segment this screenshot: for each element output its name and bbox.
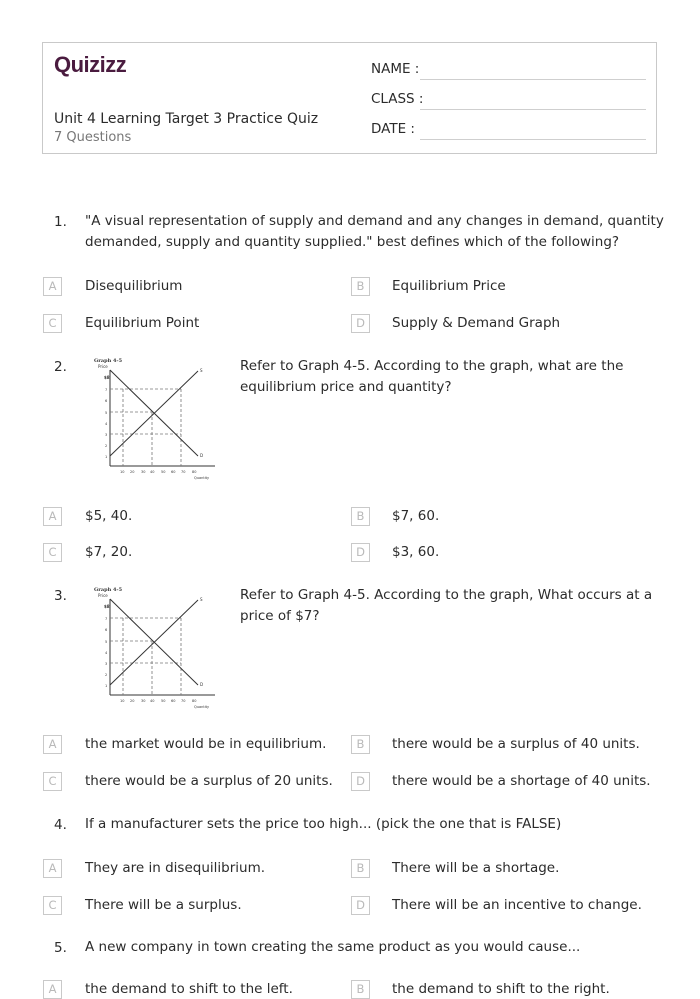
question-text-line: price of $7?: [240, 608, 320, 624]
svg-text:50: 50: [161, 470, 166, 474]
svg-text:4: 4: [105, 422, 108, 426]
option-d-box[interactable]: D: [351, 543, 370, 562]
question-number: 2.: [54, 359, 67, 375]
svg-text:5: 5: [105, 640, 108, 644]
svg-text:40: 40: [150, 470, 155, 474]
question-text-line: equilibrium price and quantity?: [240, 379, 452, 395]
svg-text:3: 3: [105, 662, 108, 666]
graph-xlabel: Quantity: [194, 705, 210, 709]
option-a-text: the market would be in equilibrium.: [85, 736, 327, 752]
option-b-box[interactable]: B: [351, 507, 370, 526]
option-c-text: $7, 20.: [85, 544, 133, 560]
svg-text:30: 30: [141, 699, 146, 703]
option-d-text: there would be a shortage of 40 units.: [392, 773, 651, 789]
date-line[interactable]: [420, 139, 646, 140]
svg-text:60: 60: [171, 470, 176, 474]
graph-xlabel: Quantity: [194, 476, 210, 480]
option-b-text: There will be a shortage.: [392, 860, 560, 876]
option-b-box[interactable]: B: [351, 859, 370, 878]
svg-text:10: 10: [120, 470, 125, 474]
question-text-line: "A visual representation of supply and demand and any changes in demand, quantity: [85, 213, 664, 229]
supply-label: S: [200, 597, 203, 602]
svg-text:20: 20: [130, 470, 135, 474]
svg-text:5: 5: [105, 411, 108, 415]
demand-label: D: [200, 453, 204, 458]
svg-text:1: 1: [105, 455, 108, 459]
graph-title: Graph 4-5: [94, 358, 123, 364]
svg-text:80: 80: [192, 470, 197, 474]
svg-text:6: 6: [105, 399, 108, 403]
option-a-box[interactable]: A: [43, 980, 62, 999]
class-line[interactable]: [420, 109, 646, 110]
option-a-text: Disequilibrium: [85, 278, 183, 294]
graph-title: Graph 4-5: [94, 587, 123, 593]
question-number: 1.: [54, 214, 67, 230]
svg-text:20: 20: [130, 699, 135, 703]
svg-text:70: 70: [181, 699, 186, 703]
option-b-box[interactable]: B: [351, 277, 370, 296]
question-number: 3.: [54, 588, 67, 604]
svg-text:2: 2: [105, 673, 108, 677]
svg-text:30: 30: [141, 470, 146, 474]
option-d-text: Supply & Demand Graph: [392, 315, 561, 331]
option-c-box[interactable]: C: [43, 772, 62, 791]
question-text-line: A new company in town creating the same product as you would cause...: [85, 939, 581, 955]
svg-text:80: 80: [192, 699, 197, 703]
quizizz-logo: Quizizz: [54, 52, 127, 77]
supply-demand-graph: [90, 585, 220, 711]
quiz-title: Unit 4 Learning Target 3 Practice Quiz: [54, 111, 319, 127]
demand-label: D: [200, 682, 204, 687]
svg-text:1: 1: [105, 684, 108, 688]
option-c-text: there would be a surplus of 20 units.: [85, 773, 333, 789]
option-a-text: the demand to shift to the left.: [85, 981, 293, 997]
question-number: 4.: [54, 817, 67, 833]
question-text-line: If a manufacturer sets the price too high... (pick the one that is FALSE): [85, 816, 562, 832]
question-text-line: demanded, supply and quantity supplied." best defines which of the following?: [85, 234, 620, 250]
question-text-line: Refer to Graph 4-5. According to the graph, what are the: [240, 358, 624, 374]
x-tick-labels: [120, 699, 196, 703]
option-a-text: $5, 40.: [85, 508, 133, 524]
option-c-box[interactable]: C: [43, 543, 62, 562]
graph-top-tick: $8: [104, 604, 110, 609]
option-b-text: $7, 60.: [392, 508, 440, 524]
svg-text:2: 2: [105, 444, 108, 448]
svg-text:60: 60: [171, 699, 176, 703]
option-b-box[interactable]: B: [351, 735, 370, 754]
option-a-box[interactable]: A: [43, 277, 62, 296]
x-tick-labels: [120, 470, 196, 474]
option-b-text: the demand to shift to the right.: [392, 981, 610, 997]
option-a-box[interactable]: A: [43, 859, 62, 878]
name-line[interactable]: [420, 79, 646, 80]
option-c-text: There will be a surplus.: [85, 897, 242, 913]
option-d-box[interactable]: D: [351, 896, 370, 915]
option-b-text: Equilibrium Price: [392, 278, 506, 294]
svg-text:6: 6: [105, 628, 108, 632]
y-tick-labels: [105, 388, 108, 459]
option-c-text: Equilibrium Point: [85, 315, 200, 331]
option-a-text: They are in disequilibrium.: [85, 860, 266, 876]
dashed-guides: [110, 618, 181, 695]
option-b-box[interactable]: B: [351, 980, 370, 999]
svg-text:50: 50: [161, 699, 166, 703]
dashed-guides: [110, 389, 181, 466]
question-number: 5.: [54, 940, 67, 956]
supply-demand-graph: [90, 356, 220, 482]
option-c-box[interactable]: C: [43, 896, 62, 915]
svg-text:10: 10: [120, 699, 125, 703]
graph-ylabel: Price: [98, 364, 108, 369]
name-label: NAME :: [371, 61, 420, 77]
class-label: CLASS :: [371, 91, 424, 107]
y-tick-labels: [105, 617, 108, 688]
option-c-box[interactable]: C: [43, 314, 62, 333]
option-b-text: there would be a surplus of 40 units.: [392, 736, 640, 752]
svg-text:3: 3: [105, 433, 108, 437]
option-d-box[interactable]: D: [351, 314, 370, 333]
svg-text:70: 70: [181, 470, 186, 474]
graph-top-tick: $8: [104, 375, 110, 380]
option-d-box[interactable]: D: [351, 772, 370, 791]
question-count: 7 Questions: [54, 130, 132, 145]
svg-text:40: 40: [150, 699, 155, 703]
date-label: DATE :: [371, 121, 415, 137]
quiz-header: [42, 42, 657, 154]
graph-ylabel: Price: [98, 593, 108, 598]
svg-text:7: 7: [105, 388, 108, 392]
svg-text:7: 7: [105, 617, 108, 621]
option-d-text: $3, 60.: [392, 544, 440, 560]
question-text-line: Refer to Graph 4-5. According to the graph, What occurs at a: [240, 587, 653, 603]
svg-text:4: 4: [105, 651, 108, 655]
option-a-box[interactable]: A: [43, 507, 62, 526]
option-d-text: There will be an incentive to change.: [392, 897, 642, 913]
supply-label: S: [200, 368, 203, 373]
option-a-box[interactable]: A: [43, 735, 62, 754]
